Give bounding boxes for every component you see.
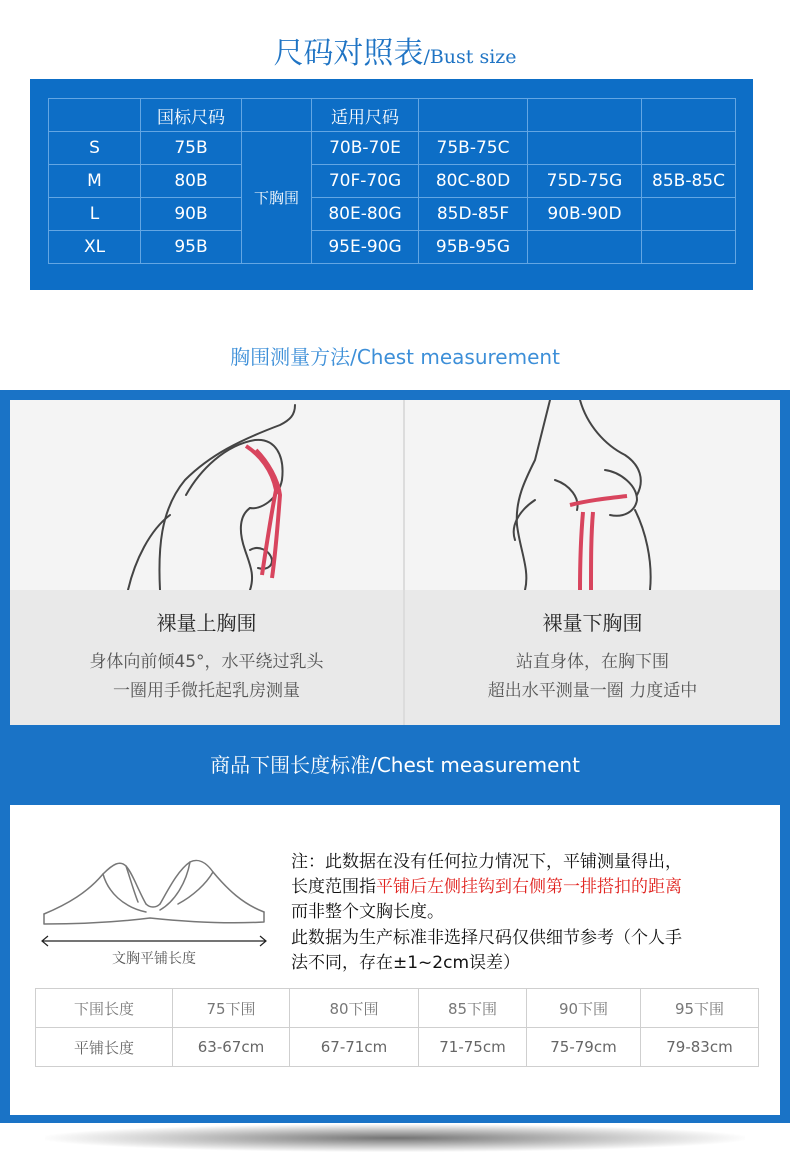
underbust-label-cell: 下胸围 xyxy=(242,132,312,264)
note-line-2-prefix: 长度范围指 xyxy=(291,877,376,897)
upper-bust-illustration xyxy=(10,400,403,590)
table-cell: 下围长度 xyxy=(36,989,173,1028)
fit-cell xyxy=(642,198,736,231)
size-cell: XL xyxy=(49,231,141,264)
fit-cell xyxy=(642,132,736,165)
under-bust-instruction-2: 超出水平测量一圈 力度适中 xyxy=(487,681,698,701)
upper-bust-instruction-2: 一圈用手微托起乳房测量 xyxy=(113,681,300,701)
header-cell xyxy=(49,99,141,132)
header-cell xyxy=(242,99,312,132)
size-cell: S xyxy=(49,132,141,165)
fit-cell xyxy=(528,132,642,165)
size-chart-title xyxy=(0,28,790,72)
under-bust-illustration xyxy=(405,400,780,590)
fit-cell: 95E-90G xyxy=(312,231,419,264)
under-bust-instruction-1: 站直身体，在胸下围 xyxy=(516,652,669,672)
table-cell: 平铺长度 xyxy=(36,1028,173,1067)
size-cell: M xyxy=(49,165,141,198)
measurement-title: 胸围测量方法/Chest measurement xyxy=(230,345,560,369)
length-standard-band: 商品下围长度标准/Chest measurement xyxy=(10,725,780,805)
note-line-3: 而非整个文胸长度。 xyxy=(291,902,444,922)
table-cell: 80下围 xyxy=(290,989,419,1028)
fit-cell: 95B-95G xyxy=(419,231,528,264)
size-chart-header-row xyxy=(49,99,736,132)
upper-bust-instruction-1: 身体向前倾45°，水平绕过乳头 xyxy=(89,652,324,672)
note-line-2 xyxy=(291,875,682,899)
length-table-row-underbust xyxy=(36,989,759,1028)
note-line-4: 此数据为生产标准非选择尺码仅供细节参考（个人手 xyxy=(291,928,682,948)
size-chart-panel xyxy=(30,79,753,290)
length-table xyxy=(35,988,759,1067)
upper-bust-figure-area xyxy=(10,400,403,590)
table-cell: 75下围 xyxy=(173,989,290,1028)
table-cell: 90下围 xyxy=(527,989,641,1028)
fit-cell: 85D-85F xyxy=(419,198,528,231)
size-chart-title-cn: 尺码对照表 xyxy=(273,36,424,71)
fit-cell: 80C-80D xyxy=(419,165,528,198)
table-cell: 95下围 xyxy=(641,989,759,1028)
size-row-m xyxy=(49,165,736,198)
note-line-2-highlight: 平铺后左侧挂钩到右侧第一排搭扣的距离 xyxy=(376,877,682,897)
gb-cell: 90B xyxy=(141,198,242,231)
fit-cell xyxy=(528,231,642,264)
header-cell xyxy=(419,99,528,132)
header-cell xyxy=(642,99,736,132)
under-bust-figure-area xyxy=(405,400,780,590)
gb-cell: 95B xyxy=(141,231,242,264)
column-divider xyxy=(403,400,405,725)
fit-cell: 70B-70E xyxy=(312,132,419,165)
header-cell: 国标尺码 xyxy=(141,99,242,132)
header-cell: 适用尺码 xyxy=(312,99,419,132)
size-row-l xyxy=(49,198,736,231)
under-bust-title: 裸量下胸围 xyxy=(542,611,643,635)
frame-shadow xyxy=(45,1124,745,1152)
double-arrow-icon xyxy=(38,934,270,948)
fit-cell: 80E-80G xyxy=(312,198,419,231)
note-line-5: 法不同，存在±1~2cm误差） xyxy=(291,953,521,973)
fit-cell: 75D-75G xyxy=(528,165,642,198)
table-cell: 67-71cm xyxy=(290,1028,419,1067)
note-line-1: 注：此数据在没有任何拉力情况下，平铺测量得出， xyxy=(291,852,682,872)
upper-bust-caption-area xyxy=(10,590,403,725)
fit-cell: 75B-75C xyxy=(419,132,528,165)
fit-cell: 85B-85C xyxy=(642,165,736,198)
fit-cell xyxy=(642,231,736,264)
table-cell: 85下围 xyxy=(419,989,527,1028)
size-row-s xyxy=(49,132,736,165)
table-cell: 79-83cm xyxy=(641,1028,759,1067)
under-bust-caption-area xyxy=(405,590,780,725)
size-cell: L xyxy=(49,198,141,231)
length-table-row-flat xyxy=(36,1028,759,1067)
size-row-xl xyxy=(49,231,736,264)
gb-cell: 75B xyxy=(141,132,242,165)
size-chart-title-en: /Bust size xyxy=(423,46,517,68)
upper-bust-title: 裸量上胸围 xyxy=(156,611,257,635)
gb-cell: 80B xyxy=(141,165,242,198)
table-cell: 63-67cm xyxy=(173,1028,290,1067)
header-cell xyxy=(528,99,642,132)
fit-cell: 90B-90D xyxy=(528,198,642,231)
bra-flat-diagram xyxy=(38,852,270,972)
bra-flat-length-label: 文胸平铺长度 xyxy=(112,951,196,967)
table-cell: 75-79cm xyxy=(527,1028,641,1067)
table-cell: 71-75cm xyxy=(419,1028,527,1067)
size-chart-table xyxy=(48,98,736,264)
fit-cell: 70F-70G xyxy=(312,165,419,198)
